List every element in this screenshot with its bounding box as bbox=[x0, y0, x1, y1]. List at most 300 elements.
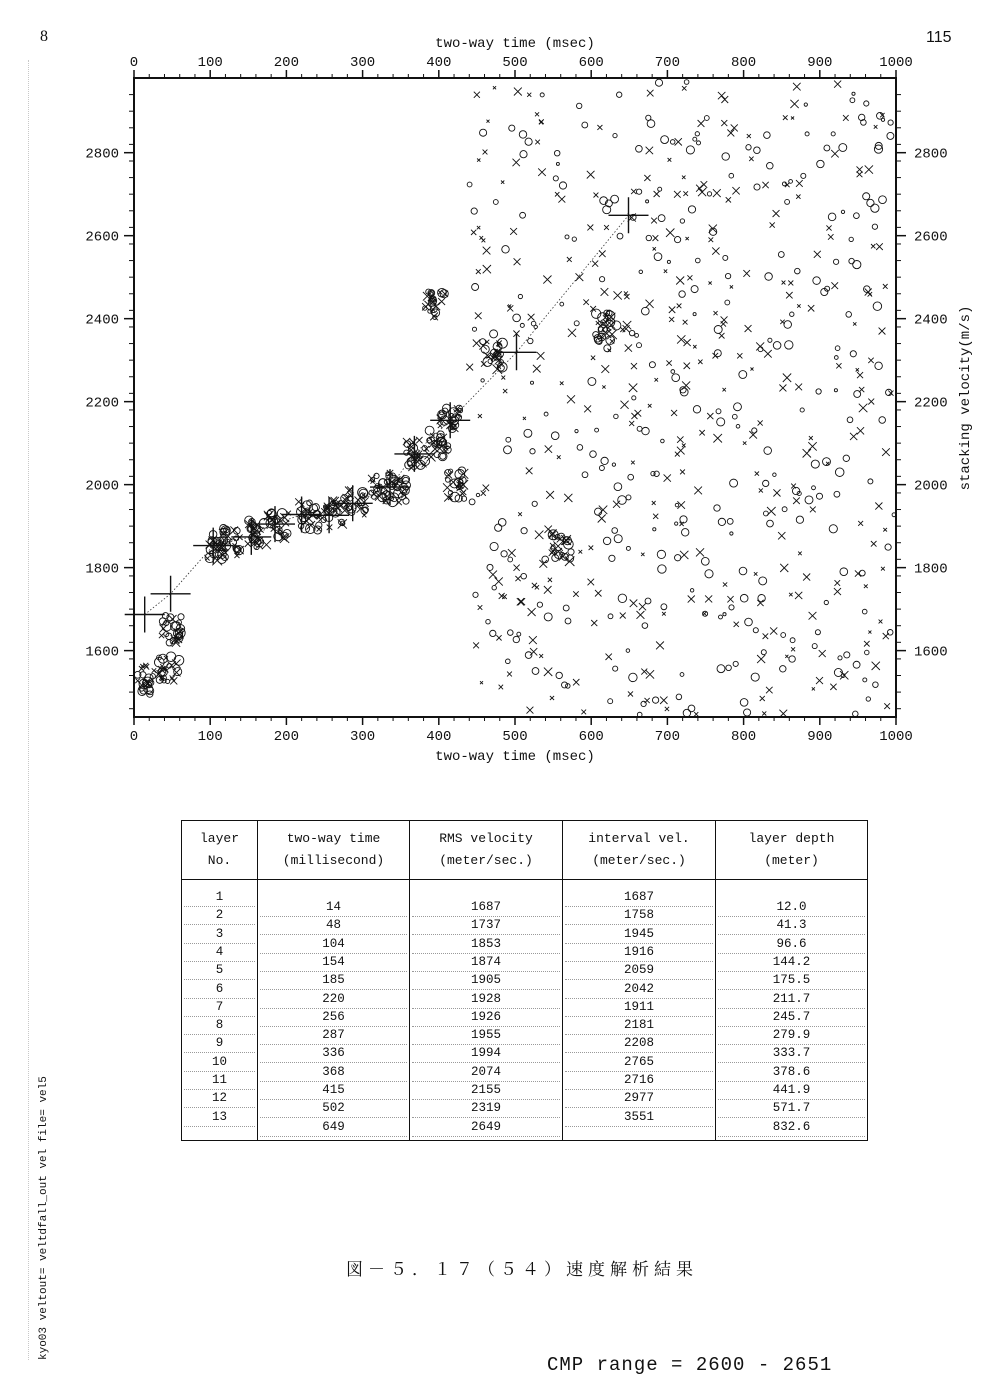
data-point-cross bbox=[664, 474, 671, 481]
data-point-cross bbox=[483, 485, 490, 492]
data-point-cross bbox=[601, 365, 609, 373]
data-point-cross bbox=[680, 470, 685, 475]
data-point-circle bbox=[854, 391, 861, 398]
x-tick-label-top: 400 bbox=[426, 55, 452, 71]
table-cell: 649 bbox=[258, 1118, 409, 1136]
data-point-circle bbox=[612, 528, 618, 534]
data-point-circle bbox=[480, 339, 486, 345]
data-point-cross bbox=[543, 276, 551, 284]
data-point-cross bbox=[527, 93, 531, 97]
x-tick-label-bottom: 100 bbox=[197, 729, 223, 745]
data-point-circle bbox=[537, 602, 542, 607]
data-point-circle bbox=[865, 650, 870, 655]
data-point-circle bbox=[733, 661, 738, 666]
data-point-cross bbox=[696, 548, 704, 556]
data-point-circle bbox=[642, 623, 648, 629]
data-point-cross bbox=[875, 503, 882, 510]
x-tick-label-top: 1000 bbox=[879, 55, 913, 71]
data-point-circle bbox=[524, 429, 532, 437]
data-point-circle bbox=[868, 479, 873, 484]
data-point-cross bbox=[751, 368, 754, 371]
data-point-circle bbox=[886, 389, 892, 395]
data-point-circle bbox=[652, 697, 658, 703]
data-point-cross bbox=[793, 497, 800, 504]
data-point-cross bbox=[857, 427, 864, 434]
data-point-cross bbox=[675, 138, 682, 145]
table-cell: 2074 bbox=[410, 1063, 562, 1081]
data-point-circle bbox=[616, 92, 621, 97]
data-point-cross bbox=[696, 185, 703, 192]
data-point-cross bbox=[797, 304, 800, 307]
table-cell: 144.2 bbox=[716, 953, 867, 971]
data-point-cross bbox=[629, 384, 638, 393]
data-point-circle bbox=[879, 417, 886, 424]
x-tick-label-bottom: 0 bbox=[129, 729, 139, 745]
data-point-circle bbox=[577, 445, 583, 451]
data-point-cross bbox=[709, 237, 714, 242]
data-point-circle bbox=[875, 362, 883, 370]
data-point-circle bbox=[723, 255, 728, 260]
y-tick-label-right: 2200 bbox=[914, 395, 948, 412]
data-point-cross bbox=[759, 488, 763, 492]
data-point-circle bbox=[680, 219, 684, 223]
table-cell: 1687 bbox=[410, 898, 562, 916]
data-point-circle bbox=[686, 146, 694, 154]
data-point-cross bbox=[666, 229, 674, 237]
table-cell: 3551 bbox=[563, 1108, 715, 1126]
data-point-cross bbox=[770, 627, 777, 634]
data-point-circle bbox=[691, 286, 698, 293]
data-point-cross bbox=[731, 124, 738, 131]
x-tick-label-top: 300 bbox=[349, 55, 376, 71]
data-point-circle bbox=[879, 196, 887, 204]
data-point-cross bbox=[529, 636, 537, 644]
table-cell: 415 bbox=[258, 1081, 409, 1099]
table-cell: 2155 bbox=[410, 1081, 562, 1099]
data-point-cross bbox=[587, 225, 593, 231]
data-point-cross bbox=[620, 327, 625, 332]
table-cell: 2716 bbox=[563, 1071, 715, 1089]
data-point-cross bbox=[495, 577, 503, 585]
data-point-circle bbox=[618, 594, 626, 602]
data-point-circle bbox=[551, 432, 559, 440]
x-tick-label-bottom: 300 bbox=[349, 729, 376, 745]
data-point-circle bbox=[471, 208, 477, 214]
data-point-cross bbox=[727, 596, 733, 602]
data-point-cross bbox=[808, 442, 816, 450]
data-point-circle bbox=[575, 429, 578, 432]
data-point-cross bbox=[682, 176, 686, 180]
data-point-cross bbox=[688, 596, 695, 603]
data-point-cross bbox=[719, 333, 725, 339]
data-point-circle bbox=[556, 672, 562, 678]
data-point-cross bbox=[879, 328, 886, 335]
velocity-pick-marker bbox=[151, 576, 191, 612]
data-point-circle bbox=[636, 343, 641, 348]
data-point-cross bbox=[796, 180, 803, 187]
table-cell: 211.7 bbox=[716, 990, 867, 1008]
data-point-circle bbox=[688, 206, 695, 213]
data-point-circle bbox=[565, 235, 569, 239]
data-point-circle bbox=[608, 699, 613, 704]
data-point-cross bbox=[614, 291, 622, 299]
data-point-circle bbox=[866, 697, 870, 701]
data-point-circle bbox=[824, 145, 830, 151]
data-point-cross bbox=[656, 642, 664, 650]
data-point-circle bbox=[850, 98, 855, 103]
data-point-cross bbox=[779, 385, 786, 392]
data-point-circle bbox=[853, 260, 861, 268]
data-point-cross bbox=[745, 325, 752, 332]
data-point-circle bbox=[601, 457, 608, 464]
data-point-circle bbox=[588, 378, 596, 386]
data-point-circle bbox=[754, 147, 761, 154]
data-point-cross bbox=[537, 352, 545, 360]
data-point-cross bbox=[639, 603, 646, 610]
data-point-cross bbox=[770, 222, 775, 227]
data-point-cross bbox=[514, 88, 522, 96]
data-point-circle bbox=[730, 532, 733, 535]
data-point-circle bbox=[790, 312, 794, 316]
data-point-circle bbox=[835, 468, 844, 477]
data-point-cross bbox=[527, 707, 534, 714]
data-point-cross bbox=[791, 647, 795, 651]
data-point-circle bbox=[773, 473, 776, 476]
data-point-circle bbox=[746, 145, 751, 150]
data-point-cross bbox=[743, 270, 750, 277]
data-point-circle bbox=[704, 116, 709, 121]
data-point-cross bbox=[478, 414, 482, 418]
data-point-cross bbox=[834, 81, 841, 88]
table-cell: 5 bbox=[182, 961, 257, 979]
data-point-cross bbox=[613, 501, 620, 508]
data-point-cross bbox=[698, 360, 702, 364]
header-rms: RMS velocity (meter/sec.) bbox=[410, 821, 563, 880]
data-point-circle bbox=[853, 661, 860, 668]
table-cell: 1955 bbox=[410, 1026, 562, 1044]
data-point-circle bbox=[828, 213, 836, 221]
x-tick-label-bottom: 200 bbox=[273, 729, 300, 745]
data-point-cross bbox=[631, 363, 637, 369]
data-point-circle bbox=[864, 101, 869, 106]
data-point-cross bbox=[573, 591, 579, 597]
data-point-cross bbox=[698, 120, 705, 127]
data-point-cross bbox=[682, 86, 687, 91]
data-point-cross bbox=[594, 193, 599, 198]
y-tick-label-right: 2800 bbox=[914, 146, 948, 163]
data-point-circle bbox=[599, 466, 604, 471]
data-point-cross bbox=[660, 697, 667, 704]
data-point-circle bbox=[753, 628, 758, 633]
data-point-circle bbox=[647, 120, 655, 128]
data-point-circle bbox=[885, 544, 891, 550]
data-point-cross bbox=[727, 130, 734, 137]
data-point-circle bbox=[525, 652, 532, 659]
data-point-cross bbox=[780, 564, 788, 572]
x-tick-label-top: 100 bbox=[197, 55, 223, 71]
data-point-circle bbox=[636, 145, 643, 152]
data-point-cross bbox=[683, 320, 688, 325]
x-tick-label-top: 600 bbox=[578, 55, 604, 71]
interval-column bbox=[563, 880, 716, 1141]
data-point-cross bbox=[732, 187, 739, 194]
data-point-circle bbox=[316, 522, 322, 528]
data-point-cross bbox=[568, 329, 576, 337]
data-point-cross bbox=[721, 96, 728, 103]
data-point-circle bbox=[811, 460, 819, 468]
data-point-cross bbox=[723, 388, 726, 392]
data-point-circle bbox=[472, 283, 479, 290]
y-tick-label-right: 2000 bbox=[914, 478, 948, 495]
data-point-circle bbox=[835, 346, 840, 351]
data-point-circle bbox=[481, 345, 489, 353]
data-point-circle bbox=[736, 424, 740, 428]
data-point-cross bbox=[628, 691, 633, 696]
data-point-circle bbox=[425, 426, 434, 435]
data-point-circle bbox=[718, 518, 725, 525]
data-point-circle bbox=[661, 604, 667, 610]
data-point-cross bbox=[664, 269, 667, 273]
data-point-circle bbox=[767, 162, 774, 169]
data-point-cross bbox=[864, 641, 870, 647]
data-point-cross bbox=[836, 363, 841, 368]
data-point-cross bbox=[868, 399, 874, 405]
data-point-cross bbox=[629, 421, 634, 426]
data-point-cross bbox=[544, 586, 552, 594]
data-point-circle bbox=[614, 414, 619, 419]
data-point-cross bbox=[668, 158, 672, 162]
data-point-circle bbox=[740, 594, 748, 602]
page-number-left: 8 bbox=[40, 28, 48, 45]
data-point-circle bbox=[812, 644, 817, 649]
page-number-right: 115 bbox=[926, 29, 952, 46]
data-point-circle bbox=[680, 673, 684, 677]
table-cell: 13 bbox=[182, 1108, 257, 1126]
table-cell: 832.6 bbox=[716, 1118, 867, 1136]
data-point-cross bbox=[598, 515, 606, 523]
data-point-cross bbox=[652, 501, 656, 505]
data-point-cross bbox=[646, 300, 654, 308]
data-point-cross bbox=[396, 500, 402, 506]
data-point-cross bbox=[864, 584, 868, 588]
data-point-circle bbox=[849, 258, 854, 263]
data-point-circle bbox=[532, 501, 537, 506]
data-point-circle bbox=[705, 570, 713, 578]
data-point-circle bbox=[632, 396, 636, 400]
table-cell: 368 bbox=[258, 1063, 409, 1081]
data-point-circle bbox=[576, 103, 581, 108]
data-point-cross bbox=[591, 620, 597, 626]
data-point-circle bbox=[481, 379, 484, 382]
data-point-cross bbox=[816, 677, 823, 684]
data-point-circle bbox=[675, 522, 678, 525]
depth-column bbox=[716, 880, 868, 1141]
data-point-cross bbox=[595, 590, 602, 597]
data-point-cross bbox=[788, 281, 793, 286]
data-point-cross bbox=[666, 360, 671, 365]
data-point-cross bbox=[795, 592, 802, 599]
data-point-circle bbox=[675, 503, 679, 507]
data-point-circle bbox=[785, 341, 793, 349]
data-point-cross bbox=[588, 579, 595, 586]
data-point-circle bbox=[582, 472, 588, 478]
table-cell: 2181 bbox=[563, 1016, 715, 1034]
data-point-cross bbox=[583, 299, 589, 305]
data-point-circle bbox=[467, 182, 472, 187]
data-point-cross bbox=[705, 595, 712, 602]
data-point-cross bbox=[518, 512, 522, 516]
data-point-cross bbox=[493, 86, 496, 89]
table-cell: 6 bbox=[182, 980, 257, 998]
data-point-cross bbox=[503, 389, 507, 393]
data-point-cross bbox=[767, 507, 776, 516]
data-point-cross bbox=[576, 273, 584, 281]
data-point-circle bbox=[609, 555, 615, 561]
data-point-circle bbox=[688, 705, 695, 712]
data-point-cross bbox=[857, 372, 863, 378]
data-point-circle bbox=[403, 498, 409, 504]
data-point-cross bbox=[654, 191, 660, 197]
data-point-cross bbox=[835, 580, 841, 586]
data-point-cross bbox=[475, 312, 482, 319]
table-cell: 96.6 bbox=[716, 935, 867, 953]
data-point-circle bbox=[780, 666, 786, 672]
data-point-circle bbox=[726, 665, 732, 671]
data-point-circle bbox=[838, 656, 842, 660]
data-point-circle bbox=[513, 636, 519, 642]
data-point-circle bbox=[574, 321, 579, 326]
data-point-cross bbox=[858, 521, 863, 526]
data-point-cross bbox=[564, 494, 572, 502]
data-point-circle bbox=[554, 150, 560, 156]
data-point-cross bbox=[701, 181, 708, 188]
data-point-circle bbox=[831, 132, 835, 136]
header-interval: interval vel. (meter/sec.) bbox=[563, 821, 716, 880]
data-point-circle bbox=[859, 570, 865, 576]
data-point-cross bbox=[550, 696, 554, 700]
data-point-circle bbox=[873, 682, 879, 688]
data-point-circle bbox=[502, 246, 510, 254]
data-point-cross bbox=[546, 491, 554, 499]
data-point-cross bbox=[530, 648, 537, 655]
data-point-cross bbox=[610, 339, 614, 343]
data-point-circle bbox=[519, 131, 526, 138]
data-point-cross bbox=[631, 461, 635, 465]
data-point-cross bbox=[812, 687, 815, 690]
data-point-circle bbox=[487, 564, 493, 570]
data-point-cross bbox=[764, 350, 772, 358]
x-tick-label-top: 900 bbox=[807, 55, 833, 71]
data-point-circle bbox=[719, 615, 723, 619]
data-point-circle bbox=[540, 93, 544, 97]
data-point-cross bbox=[793, 83, 801, 91]
data-point-circle bbox=[695, 258, 700, 263]
data-point-circle bbox=[863, 678, 867, 682]
table-cell: 1926 bbox=[410, 1008, 562, 1026]
data-point-circle bbox=[707, 192, 711, 196]
data-point-circle bbox=[629, 330, 634, 335]
data-point-circle bbox=[613, 666, 618, 671]
data-point-cross bbox=[713, 434, 722, 443]
data-point-circle bbox=[653, 528, 656, 531]
table-cell: 1911 bbox=[563, 998, 715, 1016]
data-point-circle bbox=[732, 414, 737, 419]
data-point-cross bbox=[856, 368, 859, 371]
cmp-range: CMP range = 2600 - 2651 bbox=[547, 1354, 833, 1376]
data-point-circle bbox=[473, 592, 478, 597]
table-cell: 12 bbox=[182, 1089, 257, 1107]
data-point-circle bbox=[887, 132, 894, 139]
data-point-cross bbox=[809, 612, 817, 620]
velocity-pick-marker bbox=[282, 497, 322, 533]
data-point-cross bbox=[581, 710, 586, 715]
data-point-cross bbox=[533, 365, 541, 373]
data-point-circle bbox=[684, 80, 689, 85]
data-point-circle bbox=[608, 614, 613, 619]
y-axis-label: stacking velocity(m/s) bbox=[958, 305, 974, 491]
table-cell: 1916 bbox=[563, 943, 715, 961]
data-point-cross bbox=[762, 711, 766, 715]
data-point-cross bbox=[480, 681, 483, 684]
data-point-circle bbox=[717, 665, 725, 673]
data-point-cross bbox=[651, 218, 657, 224]
data-point-cross bbox=[205, 556, 209, 560]
x-tick-label-top: 800 bbox=[730, 55, 757, 71]
data-point-cross bbox=[523, 417, 526, 420]
data-point-cross bbox=[687, 275, 692, 280]
data-point-cross bbox=[803, 449, 811, 457]
data-point-cross bbox=[785, 655, 788, 658]
data-point-circle bbox=[490, 330, 498, 338]
data-point-circle bbox=[670, 140, 675, 145]
data-point-circle bbox=[745, 618, 753, 626]
data-point-circle bbox=[655, 79, 662, 86]
data-point-cross bbox=[758, 420, 763, 425]
data-point-circle bbox=[521, 573, 527, 579]
data-point-cross bbox=[473, 642, 479, 648]
data-point-cross bbox=[676, 277, 684, 285]
data-point-circle bbox=[847, 417, 853, 423]
layer-column bbox=[182, 880, 258, 1141]
data-point-circle bbox=[768, 338, 772, 342]
data-point-circle bbox=[553, 176, 558, 181]
data-point-cross bbox=[557, 455, 561, 459]
data-point-cross bbox=[726, 197, 731, 202]
data-point-cross bbox=[721, 120, 727, 126]
data-point-circle bbox=[486, 619, 490, 623]
data-point-circle bbox=[613, 133, 617, 137]
data-point-cross bbox=[677, 447, 685, 455]
x-axis-label-top: two-way time (msec) bbox=[435, 36, 595, 52]
data-point-cross bbox=[881, 567, 885, 571]
data-point-cross bbox=[483, 247, 491, 255]
y-tick-label-right: 2600 bbox=[914, 229, 948, 246]
data-point-circle bbox=[654, 471, 659, 476]
data-point-cross bbox=[760, 696, 765, 701]
data-point-circle bbox=[518, 294, 522, 298]
data-point-circle bbox=[853, 711, 859, 717]
table-cell: 279.9 bbox=[716, 1026, 867, 1044]
data-point-cross bbox=[630, 600, 638, 608]
data-point-cross bbox=[579, 550, 583, 554]
data-point-cross bbox=[599, 506, 608, 514]
data-point-cross bbox=[662, 612, 666, 616]
data-point-cross bbox=[831, 150, 839, 158]
data-point-circle bbox=[716, 409, 721, 414]
table-cell: 10 bbox=[182, 1053, 257, 1071]
data-point-cross bbox=[362, 513, 366, 517]
data-point-circle bbox=[680, 388, 688, 396]
